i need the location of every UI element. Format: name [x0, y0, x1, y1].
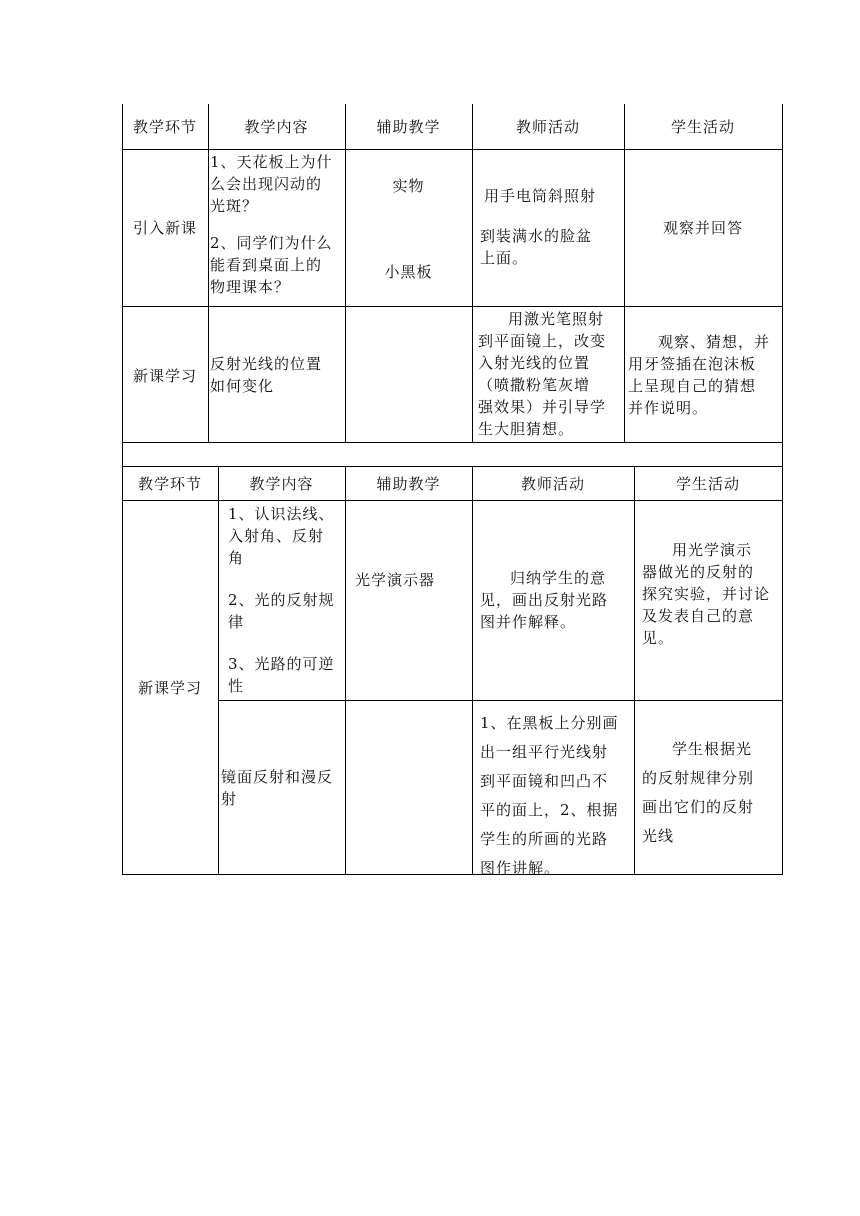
t2-row2-student-line: 画出它们的反射 — [642, 798, 755, 816]
t2-row1-teacher-line: 图并作解释。 — [480, 613, 577, 631]
t2-row2-teacher-line: 到平面镜和凹凸不 — [480, 772, 609, 790]
t1-row2-student-line: 用牙签插在泡沫板 — [628, 355, 757, 373]
t1-header-student: 学生活动 — [670, 118, 735, 136]
t1-line-right — [782, 104, 783, 443]
t2-header-student: 学生活动 — [675, 475, 740, 493]
t1-header-aids: 辅助教学 — [376, 118, 441, 136]
t2-row2-student — [642, 735, 782, 851]
t2-row2-content-line: 射 — [221, 790, 238, 808]
t2-line-col2 — [345, 466, 346, 875]
t1-row2-content-line: 如何变化 — [210, 377, 275, 395]
t1-row1-teacher — [480, 185, 622, 269]
t1-row2-student-line: 上呈现自己的猜想 — [628, 377, 757, 395]
t1-header-content: 教学内容 — [244, 118, 309, 136]
t1-row2-student-line: 观察、猜想，并 — [658, 333, 771, 351]
t1-row1-content-line: 光斑？ — [210, 197, 259, 215]
t2-row2-teacher — [480, 709, 633, 883]
t1-row2-content — [210, 353, 344, 397]
t2-row1-content-line: 入射角、反射 — [228, 527, 325, 545]
t2-line-col3 — [472, 466, 473, 875]
t1-row2-teacher-line: 生大胆猜想。 — [478, 420, 575, 438]
t1-row2-teacher-line: 到平面镜上，改变 — [478, 332, 607, 350]
t1-row1-content — [210, 151, 344, 298]
t2-row2-teacher-line: 平的面上，2、根据 — [480, 801, 619, 819]
t1-row2-teacher — [478, 308, 623, 440]
spacer-line-right — [782, 442, 783, 467]
t2-row1-student-line: 探究实验，并讨论 — [642, 585, 771, 603]
t2-line-right — [782, 466, 783, 875]
t2-row1-teacher — [480, 567, 633, 633]
t1-line-left — [122, 104, 123, 443]
t1-line-row2-bottom — [122, 442, 783, 443]
t2-row2-teacher-line: 图作讲解。 — [480, 859, 561, 877]
t2-row1-teacher-line: 归纳学生的意 — [510, 569, 607, 587]
t1-line-col4 — [624, 104, 625, 443]
t1-row2-stage: 新课学习 — [132, 367, 197, 385]
t1-header-stage: 教学环节 — [132, 118, 197, 136]
t2-row2-content-line: 镜面反射和漫反 — [221, 768, 334, 786]
t2-row1-content-line: 性 — [228, 677, 245, 695]
t1-row1-teacher-line: 上面。 — [480, 249, 529, 267]
t2-line-bottom — [122, 874, 783, 875]
t1-row1-content-line: 能看到桌面上的 — [210, 256, 323, 274]
t1-row1-content-line: 1、天花板上为什 — [210, 153, 333, 171]
t2-row1-content-line: 2、光的反射规 — [228, 591, 335, 609]
t2-row1-student — [642, 539, 782, 649]
t1-header-teacher: 教师活动 — [515, 118, 580, 136]
t2-row2-teacher-line: 出一组平行光线射 — [480, 743, 609, 761]
t2-line-row1-bottom — [218, 700, 783, 701]
t2-row1-content-line: 角 — [228, 549, 245, 567]
t1-line-col1 — [208, 104, 209, 443]
t1-row2-student — [628, 331, 781, 419]
t1-row2-teacher-line: 强效果）并引导学 — [478, 398, 607, 416]
t2-row1-student-line: 见。 — [642, 629, 675, 647]
t1-row1-aid-1: 实物 — [392, 177, 425, 195]
t2-line-left — [122, 466, 123, 875]
t1-row2-content-line: 反射光线的位置 — [210, 355, 323, 373]
t2-row1-teacher-line: 见，画出反射光路 — [480, 591, 609, 609]
t2-line-col1 — [218, 466, 219, 875]
t1-row1-teacher-line: 到装满水的脸盆 — [480, 227, 593, 245]
t1-row1-content-line: 2、同学们为什么 — [210, 234, 333, 252]
t2-header-stage: 教学环节 — [137, 475, 202, 493]
t2-header-content: 教学内容 — [249, 475, 314, 493]
t2-row2-student-line: 学生根据光 — [672, 740, 753, 758]
t1-row1-stage: 引入新课 — [132, 219, 197, 237]
t2-row1-content — [228, 503, 344, 697]
t2-stage: 新课学习 — [137, 679, 202, 697]
t2-row1-content-line: 1、认识法线、 — [228, 505, 335, 523]
t2-header-aids: 辅助教学 — [376, 475, 441, 493]
t2-row2-student-line: 的反射规律分别 — [642, 769, 755, 787]
t2-row1-student-line: 及发表自己的意 — [642, 607, 755, 625]
t2-row1-student-line: 器做光的反射的 — [642, 563, 755, 581]
t2-row1-content-line: 3、光路的可逆 — [228, 655, 335, 673]
t2-row2-teacher-line: 学生的所画的光路 — [480, 830, 609, 848]
t2-row2-content — [221, 766, 344, 810]
t1-line-col3 — [472, 104, 473, 443]
t2-row1-content-line: 律 — [228, 613, 245, 631]
t1-row2-teacher-line: （喷撒粉笔灰增 — [478, 376, 591, 394]
t2-row2-student-line: 光线 — [642, 827, 675, 845]
t1-row2-teacher-line: 入射光线的位置 — [478, 354, 591, 372]
t1-row1-content-line: 么会出现闪动的 — [210, 175, 323, 193]
t2-line-header-bottom — [122, 500, 783, 501]
t1-row1-aid-2: 小黑板 — [384, 263, 433, 281]
t1-line-row1-bottom — [122, 306, 783, 307]
spacer-line-bottom — [122, 466, 783, 467]
t2-row1-aid: 光学演示器 — [355, 571, 436, 589]
t2-row2-teacher-line: 1、在黑板上分别画 — [480, 714, 619, 732]
t1-row2-student-line: 并作说明。 — [628, 399, 709, 417]
t2-line-col4 — [634, 466, 635, 875]
t2-row1-student-line: 用光学演示 — [672, 541, 753, 559]
t1-line-header-bottom — [122, 149, 783, 150]
t2-header-teacher: 教师活动 — [520, 475, 585, 493]
spacer-line-left — [122, 442, 123, 467]
t1-row2-teacher-line: 用激光笔照射 — [508, 310, 605, 328]
t1-row1-content-line: 物理课本？ — [210, 278, 291, 296]
t1-row1-student: 观察并回答 — [662, 219, 743, 237]
t1-row1-teacher-line: 用手电筒斜照射 — [484, 187, 597, 205]
